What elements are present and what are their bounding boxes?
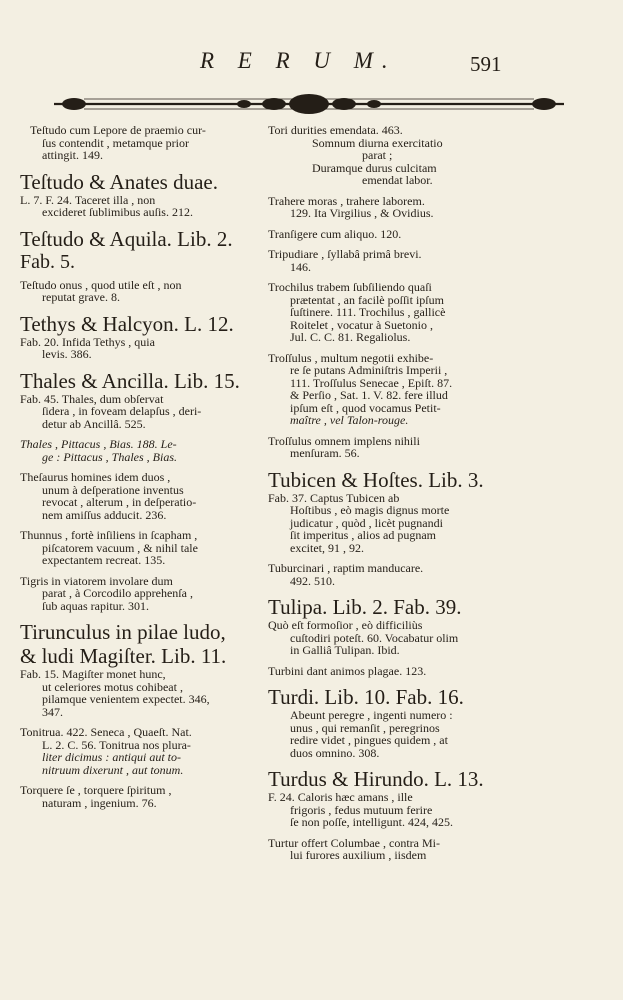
entry-line: Thunnus , fortè inſiliens in ſcapham , bbox=[20, 528, 198, 542]
headword: Teſtudo & Aquila. Lib. 2. bbox=[20, 226, 233, 251]
entry-line: parat ; bbox=[362, 148, 393, 162]
entry-line: lui furores auxilium , iisdem bbox=[290, 848, 427, 862]
entry-line: in Galliâ Tulipan. Ibid. bbox=[290, 643, 400, 657]
entry-turdus bbox=[268, 767, 508, 829]
entry-line: excitet, 91 , 92. bbox=[290, 540, 364, 555]
entry-line: 492. 510. bbox=[290, 573, 335, 588]
headword: Turdi. Lib. 10. Fab. 16. bbox=[268, 685, 464, 709]
entry-line: cuſtodiri poteſt. 60. Vocabatur olim bbox=[290, 630, 459, 645]
entry-trossulus-2 bbox=[268, 435, 508, 460]
entry-line: Fab. 45. Thales, dum obſervat bbox=[20, 391, 164, 406]
entry-tubicen bbox=[268, 468, 508, 555]
entry-line: detur ab Ancillâ. 525. bbox=[42, 416, 146, 431]
entry-line: Hoſtibus , eò magis dignus morte bbox=[290, 503, 450, 517]
entry-line: Teſtudo cum Lepore de praemio cur- bbox=[30, 123, 206, 137]
entry-line: Tripudiare , ſyllabâ primâ brevi. bbox=[268, 247, 422, 261]
entry-line: 111. Troſſulus Senecae , Epiſt. 87. bbox=[290, 375, 453, 390]
entry-line: liter dicimus : antiqui aut to- bbox=[42, 750, 181, 764]
running-title: R E R U M. bbox=[200, 48, 397, 73]
entry-line: F. 24. Caloris hæc amans , ille bbox=[268, 790, 413, 804]
entry-thunnus bbox=[20, 529, 260, 567]
entry-line: & ludi Magiſter. Lib. 11. bbox=[20, 644, 227, 668]
entry-line: Abeunt peregre , ingenti numero : bbox=[290, 708, 453, 722]
entry-line: Torquere ſe , torquere ſpiritum , bbox=[20, 783, 172, 797]
headword: Thales & Ancilla. Lib. 15. bbox=[20, 368, 240, 393]
entry-turdi bbox=[268, 685, 508, 759]
entry-line: frigoris , fedus mutuum ferire bbox=[290, 802, 433, 817]
entry-line: emendat labor. bbox=[362, 173, 433, 187]
entry-line: Quò eſt formoſior , eò difficiliùs bbox=[268, 618, 423, 632]
entry-line: pilamque venientem expectet. 346, bbox=[42, 692, 210, 706]
entry-line: ſidera , in foveam delapſus , deri- bbox=[42, 404, 202, 418]
entry-line: Troſſulus omnem implens nihili bbox=[268, 433, 420, 448]
entry-line: Tuburcinari , raptim manducare. bbox=[268, 561, 424, 575]
entry-trossulus bbox=[268, 352, 508, 427]
page-number: 591 bbox=[470, 52, 502, 76]
entry-line: Tranſigere cum aliquo. 120. bbox=[268, 226, 402, 241]
entry-line: Trahere moras , trahere laborem. bbox=[268, 193, 425, 208]
entry-tigris bbox=[20, 575, 260, 613]
right-column bbox=[268, 124, 508, 870]
entry-tripudiare bbox=[268, 248, 508, 273]
entry-line: ſuſtinere. 111. Trochilus , gallicè bbox=[290, 305, 446, 319]
entry-line: duos omnino. 308. bbox=[290, 745, 380, 760]
entry-transfigere bbox=[268, 228, 508, 241]
entry-line: excideret ſublimibus auſis. 212. bbox=[42, 205, 193, 219]
entry-tulipa bbox=[268, 595, 508, 657]
entry-line: parat , à Corcodilo apprehenſa , bbox=[42, 586, 193, 600]
entry-line: ſub aquas rapitur. 301. bbox=[42, 598, 149, 613]
entry-line: revocat , alterum , in deſperatio- bbox=[42, 495, 197, 509]
entry-line: redire videt , pingues quidem , at bbox=[290, 733, 448, 747]
headword: Tubicen & Hoſtes. Lib. 3. bbox=[268, 467, 484, 492]
entry-tori bbox=[268, 124, 508, 187]
entry-line: Tonitrua. 422. Seneca , Quaeſt. Nat. bbox=[20, 725, 192, 739]
entry-tuburcinari bbox=[268, 562, 508, 587]
entry-testudo-lepore bbox=[20, 124, 260, 162]
entry-line: Turbini dant animos plagae. 123. bbox=[268, 663, 427, 678]
ornamental-rule-icon bbox=[44, 90, 574, 118]
entry-line: ge : Pittacus , Thales , Bias. bbox=[42, 449, 177, 464]
entry-line: L. 2. C. 56. Tonitrua nos plura- bbox=[42, 737, 191, 752]
headword: Turdus & Hirundo. L. 13. bbox=[268, 767, 484, 791]
entry-line: Somnum diurna exercitatio bbox=[312, 135, 443, 150]
entry-tonitrua bbox=[20, 726, 260, 776]
entry-line: Tori durities emendata. 463. bbox=[268, 123, 403, 137]
entry-line: 347. bbox=[42, 704, 63, 719]
entry-thales-refs bbox=[20, 438, 260, 463]
entry-line: Fab. 5. bbox=[20, 250, 75, 273]
entry-line: maître , vel Talon-rouge. bbox=[290, 413, 409, 427]
entry-thales bbox=[20, 369, 260, 431]
entry-line: L. 7. F. 24. Taceret illa , non bbox=[20, 192, 156, 207]
entry-torquere bbox=[20, 784, 260, 809]
entry-line: re ſe putans Adminiſtris Imperii , bbox=[290, 363, 448, 377]
headword: Tethys & Halcyon. L. 12. bbox=[20, 311, 234, 336]
left-column bbox=[20, 124, 260, 817]
entry-line: Trochilus trabem ſubſiliendo quaſi bbox=[268, 280, 432, 294]
running-header bbox=[0, 48, 623, 88]
entry-thesaurus bbox=[20, 471, 260, 521]
entry-line: nem amiſſus adducit. 236. bbox=[42, 507, 167, 522]
entry-line: nitruum dixerunt , aut tonum. bbox=[42, 762, 184, 777]
entry-turtur bbox=[268, 837, 508, 862]
entry-line: Fab. 20. Infida Tethys , quia bbox=[20, 334, 155, 349]
entry-trochilus bbox=[268, 281, 508, 344]
entry-line: reputat grave. 8. bbox=[42, 290, 120, 304]
entry-line: 129. Ita Virgilius , & Ovidius. bbox=[290, 206, 434, 220]
entry-line: Tigris in viatorem involare dum bbox=[20, 573, 173, 588]
entry-line: attingit. 149. bbox=[42, 148, 103, 162]
entry-line: Turtur offert Columbae , contra Mi- bbox=[268, 835, 440, 850]
entry-line: 146. bbox=[290, 259, 311, 274]
entry-line: prætentat , an facilè poſſit ipſum bbox=[290, 292, 444, 307]
entry-tirunculus bbox=[20, 620, 260, 718]
entry-trahere bbox=[268, 195, 508, 220]
entry-testudo-anates bbox=[20, 170, 260, 219]
entry-line: & Perſio , Sat. 1. V. 82. fere illud bbox=[290, 388, 448, 402]
entry-line: Roitelet , vocatur à Suetonio , bbox=[290, 317, 433, 332]
entry-line: Thales , Pittacus , Bias. 188. Le- bbox=[20, 437, 177, 451]
entry-line: ſus contendit , metamque prior bbox=[42, 135, 189, 150]
entry-line: naturam , ingenium. 76. bbox=[42, 795, 157, 810]
entry-line: Troſſulus , multum negotii exhibe- bbox=[268, 350, 434, 365]
entry-line: ut celeriores motus cohibeat , bbox=[42, 679, 183, 694]
entry-line: menſuram. 56. bbox=[290, 446, 360, 460]
headword: Teſtudo & Anates duae. bbox=[20, 169, 218, 194]
entry-line: Fab. 37. Captus Tubicen ab bbox=[268, 490, 400, 505]
entry-line: Teſtudo onus , quod utile eſt , non bbox=[20, 277, 182, 292]
entry-line: levis. 386. bbox=[42, 347, 92, 361]
entry-line: expectantem recreat. 135. bbox=[42, 553, 166, 567]
headword: Tulipa. Lib. 2. Fab. 39. bbox=[268, 595, 462, 619]
entry-line: unus , qui remanſit , peregrinos bbox=[290, 720, 440, 735]
entry-line: unum à deſperatione inventus bbox=[42, 482, 184, 497]
headword: Tirunculus in pilae ludo, bbox=[20, 620, 226, 644]
entry-line: Fab. 15. Magiſter monet hunc, bbox=[20, 667, 166, 681]
entry-line: ipſum eſt , quod vocamus Petit- bbox=[290, 400, 441, 415]
entry-line: Jul. C. C. 81. Regaliolus. bbox=[290, 330, 411, 344]
entry-turbini bbox=[268, 665, 508, 678]
entry-testudo-aquila bbox=[20, 227, 260, 304]
entry-tethys bbox=[20, 312, 260, 361]
entry-line: Duramque durus culcitam bbox=[312, 160, 437, 175]
entry-line: ſit imperitus , alios ad pugnam bbox=[290, 528, 436, 542]
entry-line: judicatur , quòd , licèt pugnandi bbox=[290, 515, 443, 530]
entry-line: Theſaurus homines idem duos , bbox=[20, 470, 171, 484]
entry-line: piſcatorem vacuum , & nihil tale bbox=[42, 540, 198, 555]
entry-line: ſe non poſſe, intelligunt. 424, 425. bbox=[290, 815, 453, 829]
